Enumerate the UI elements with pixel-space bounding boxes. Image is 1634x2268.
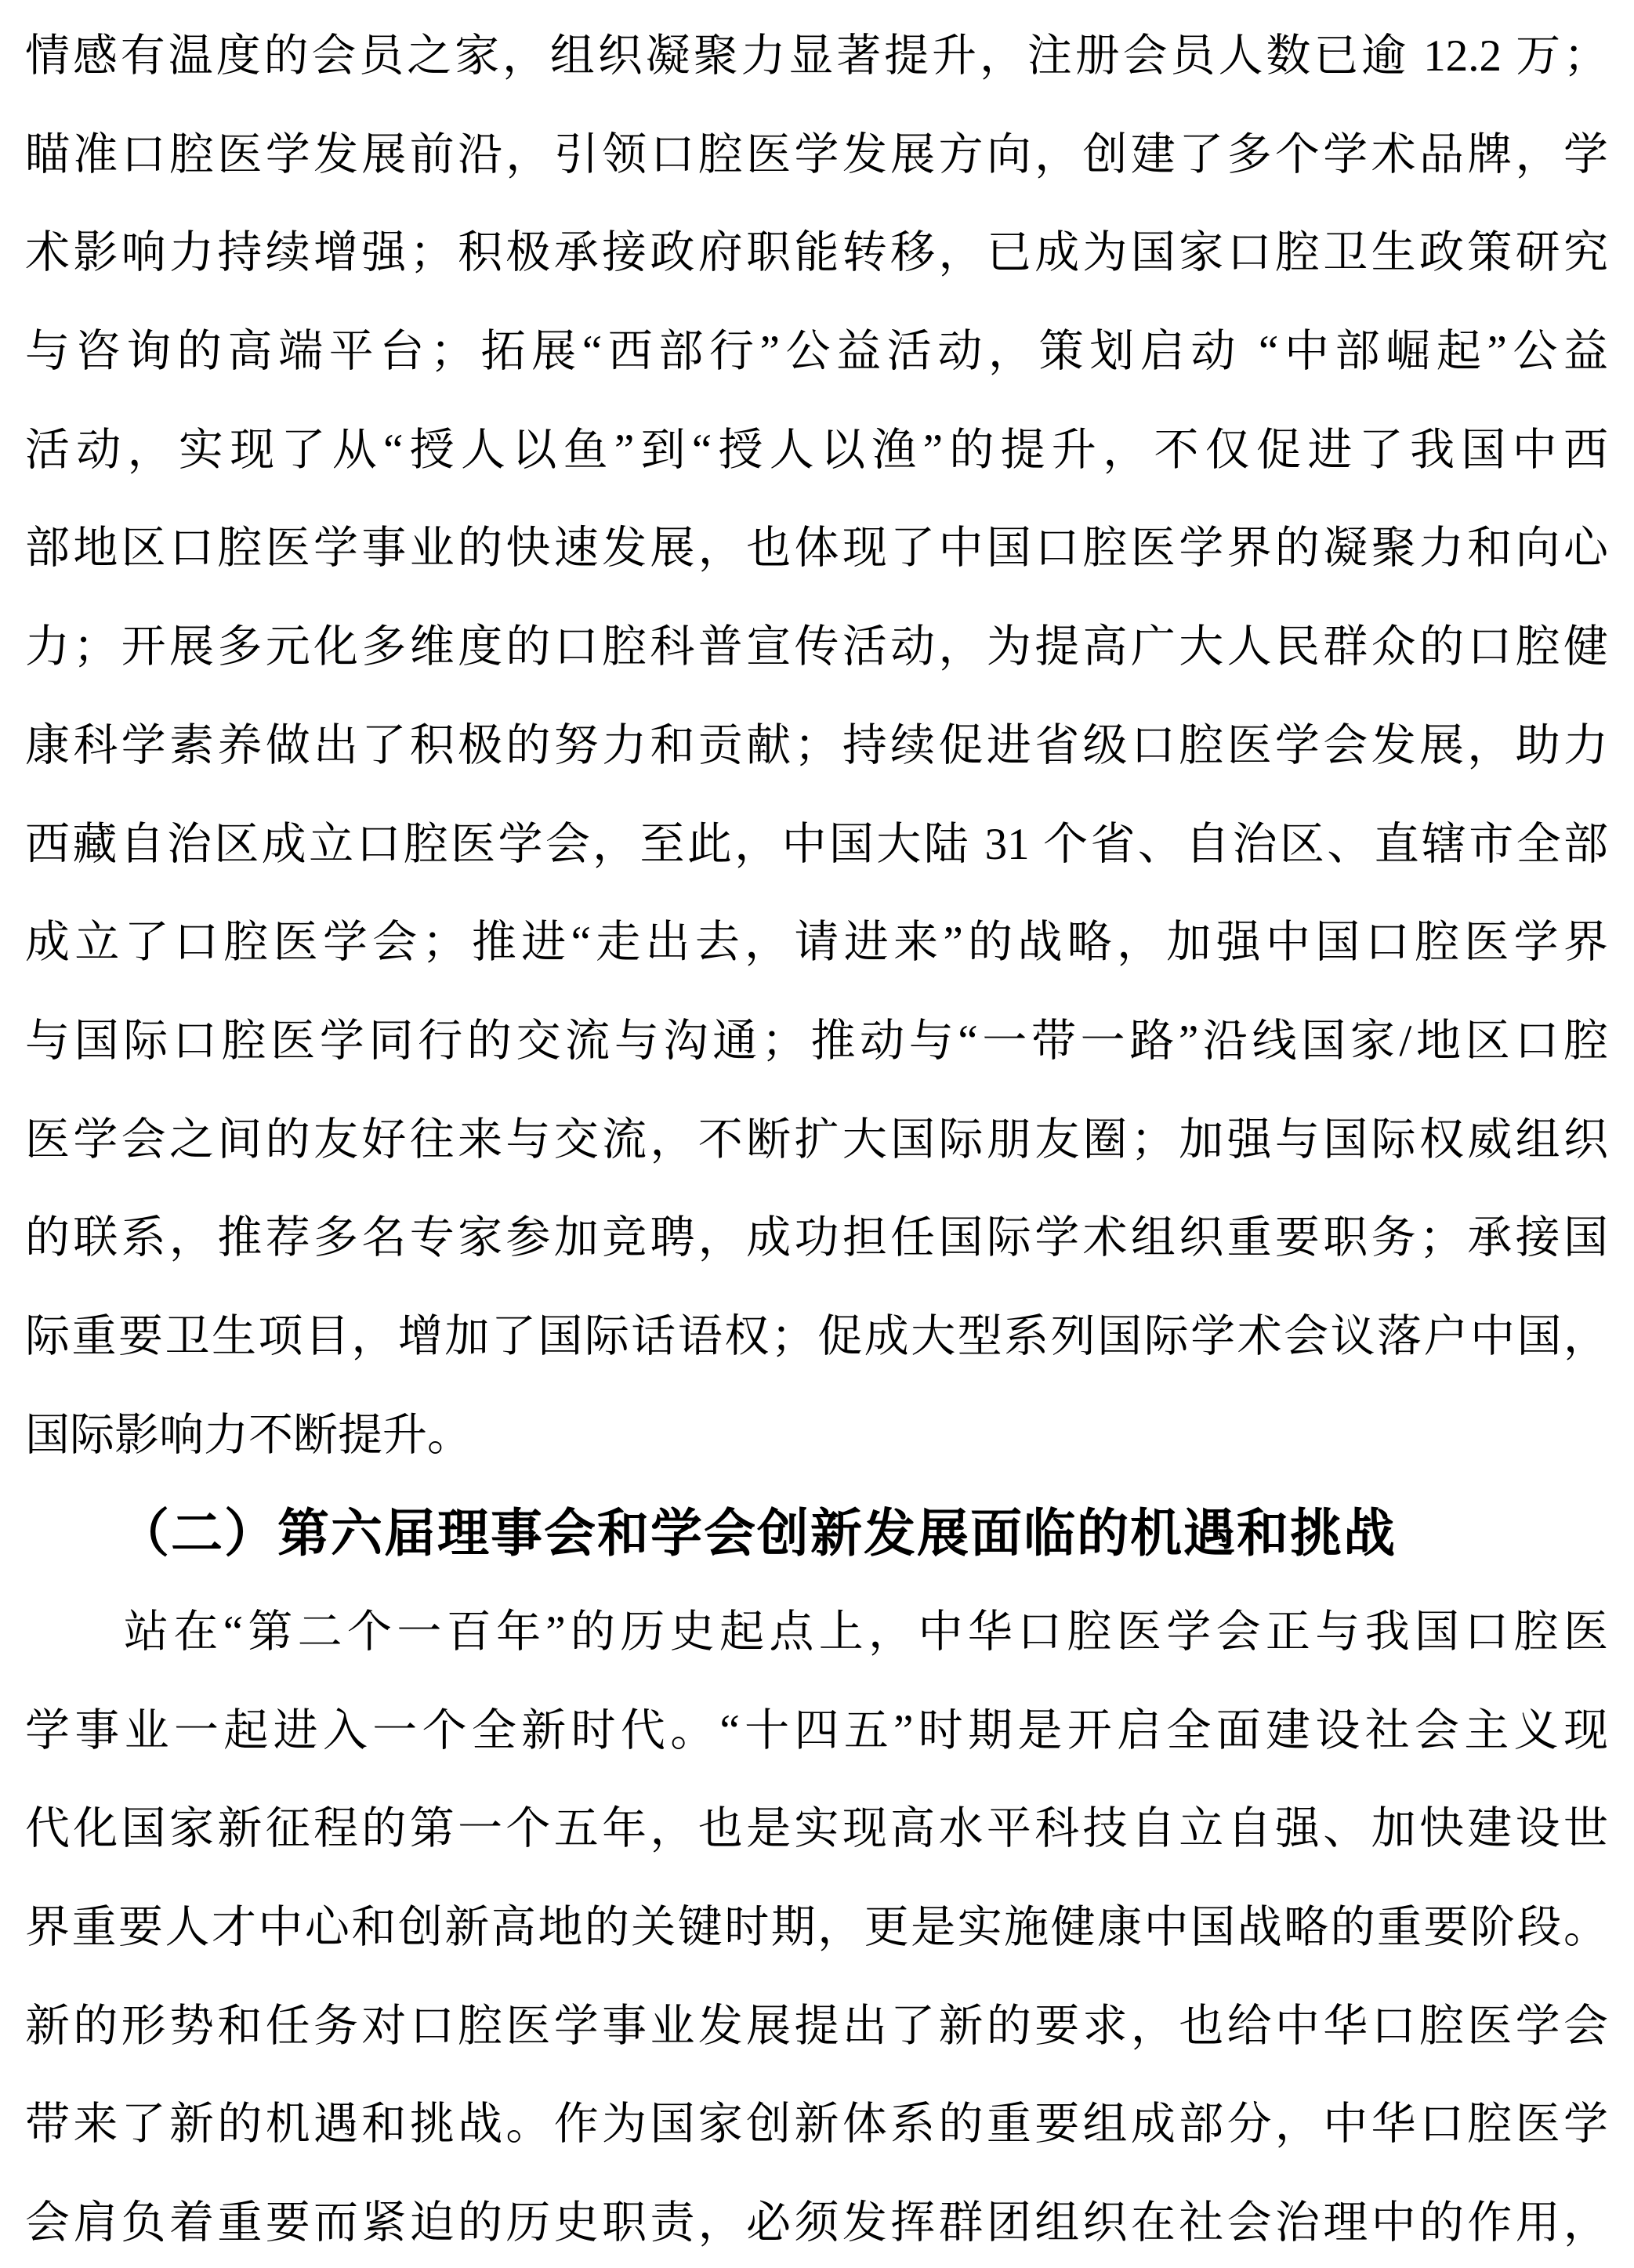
paragraph-line: 活动，实现了从“授人以鱼”到“授人以渔”的提升，不仅促进了我国中西 — [25, 425, 1608, 475]
paragraph-line: 站在“第二个一百年”的历史起点上，中华口腔医学会正与我国口腔医 — [124, 1607, 1608, 1657]
paragraph-line: 界重要人才中心和创新高地的关键时期，更是实施健康中国战略的重要阶段。 — [25, 1903, 1608, 1953]
paragraph-line: 与国际口腔医学同行的交流与沟通；推动与“一带一路”沿线国家/地区口腔 — [25, 1016, 1608, 1066]
paragraph-line: 部地区口腔医学事业的快速发展，也体现了中国口腔医学界的凝聚力和向心 — [25, 524, 1608, 574]
paragraph-line: 术影响力持续增强；积极承接政府职能转移，已成为国家口腔卫生政策研究 — [25, 228, 1608, 278]
paragraph-line: 学事业一起进入一个全新时代。“十四五”时期是开启全面建设社会主义现 — [25, 1705, 1608, 1755]
paragraph-line: 新的形势和任务对口腔医学事业发展提出了新的要求，也给中华口腔医学会 — [25, 2001, 1608, 2051]
section-heading: （二）第六届理事会和学会创新发展面临的机遇和挑战 — [118, 1504, 1397, 1563]
paragraph-line: 的联系，推荐多名专家参加竞聘，成功担任国际学术组织重要职务；承接国 — [25, 1213, 1608, 1263]
paragraph-line: 力；开展多元化多维度的口腔科普宣传活动，为提高广大人民群众的口腔健 — [25, 622, 1608, 672]
paragraph-line: 际重要卫生项目，增加了国际话语权；促成大型系列国际学术会议落户中国， — [25, 1311, 1608, 1361]
paragraph-line: 成立了口腔医学会；推进“走出去，请进来”的战略，加强中国口腔医学界 — [25, 918, 1608, 968]
paragraph-line: 康科学素养做出了积极的努力和贡献；持续促进省级口腔医学会发展，助力 — [25, 720, 1608, 770]
paragraph-line: 会肩负着重要而紧迫的历史职责，必须发挥群团组织在社会治理中的作用， — [25, 2198, 1608, 2248]
paragraph-line: 医学会之间的友好往来与交流，不断扩大国际朋友圈；加强与国际权威组织 — [25, 1114, 1608, 1165]
paragraph-line: 国际影响力不断提升。 — [25, 1410, 472, 1460]
paragraph-line: 与咨询的高端平台；拓展“西部行”公益活动，策划启动 “中部崛起”公益 — [25, 327, 1608, 377]
paragraph-line: 西藏自治区成立口腔医学会，至此，中国大陆 31 个省、自治区、直辖市全部 — [25, 819, 1608, 869]
paragraph-line: 带来了新的机遇和挑战。作为国家创新体系的重要组成部分，中华口腔医学 — [25, 2100, 1608, 2150]
paragraph-line: 瞄准口腔医学发展前沿，引领口腔医学发展方向，创建了多个学术品牌，学 — [25, 129, 1608, 179]
paragraph-line: 情感有温度的会员之家，组织凝聚力显著提升，注册会员人数已逾 12.2 万； — [25, 31, 1608, 81]
paragraph-line: 代化国家新征程的第一个五年，也是实现高水平科技自立自强、加快建设世 — [25, 1804, 1608, 1854]
